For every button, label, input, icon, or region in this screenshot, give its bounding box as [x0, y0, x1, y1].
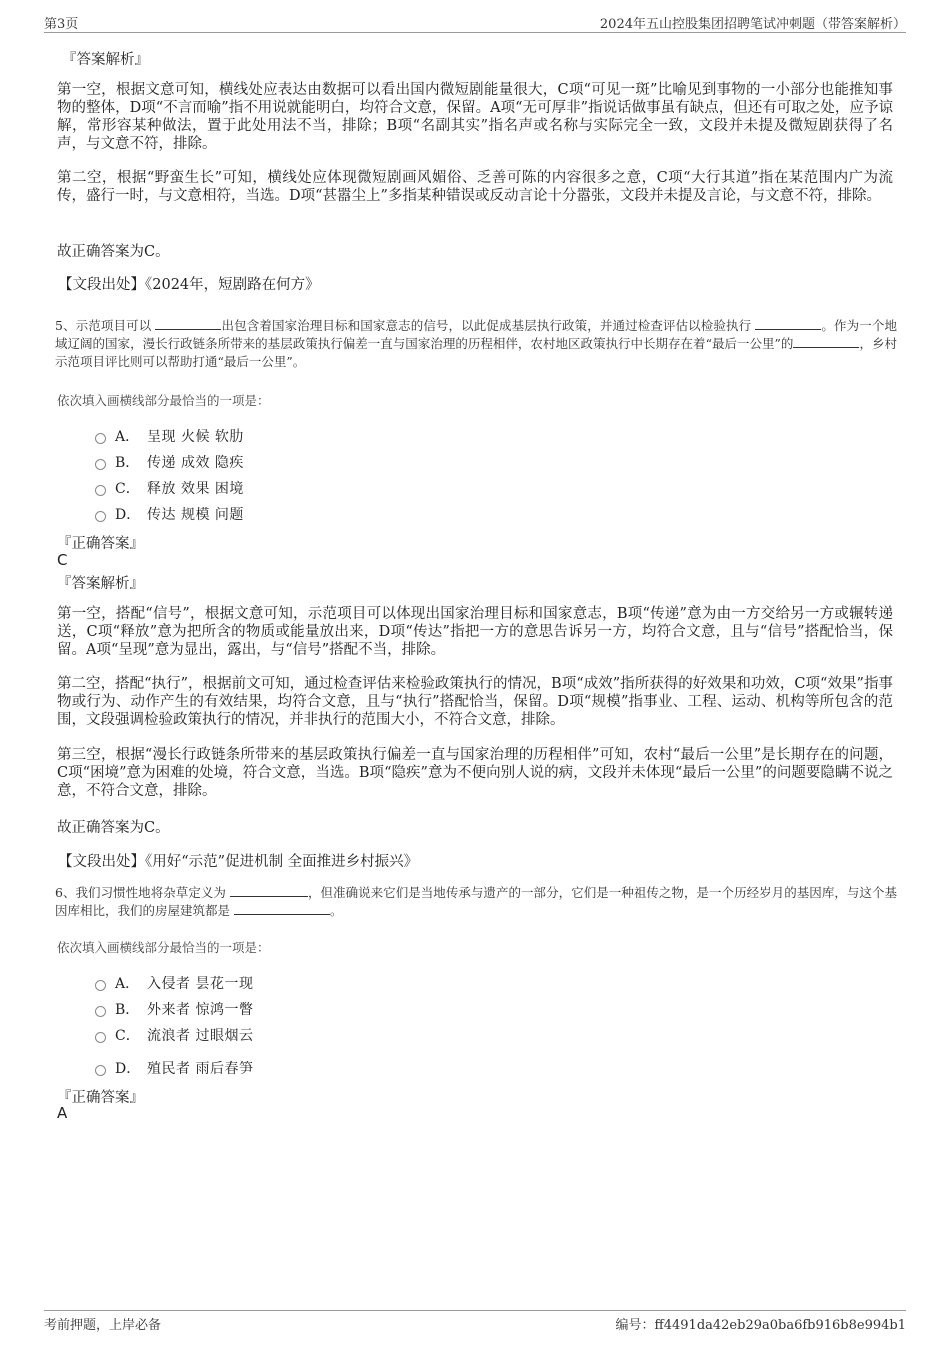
radio-icon[interactable] [95, 1032, 106, 1043]
page-header [44, 10, 906, 33]
option-d[interactable]: D． 殖民者 雨后春笋 [95, 1058, 253, 1078]
radio-icon[interactable] [95, 459, 106, 470]
analysis-paragraph-3: 第三空，根据“漫长行政链条所带来的基层政策执行偏差一直与国家治理的历程相伴”可知，农村“最后一公里”是长期存在的问题，C项“困境”意为困难的处境，符合文意，当选。B项“隐疾”意为不便向别人说的病，文段并未体现“最后一公里”的问题要隐瞒不说之意，不符合文意，排除。 [57, 747, 893, 799]
analysis-paragraph-1: 第一空，搭配“信号”，根据文意可知，示范项目可以体现出国家治理目标和国家意志，B项“传递”意为由一方交给另一方或辗转递送，C项“释放”意为把所含的物质或能量放出来，D项“传达”指把一方的意思告诉另一方，均符合文意，且与“信号”搭配恰当，保留。A项“呈现”意为显出，露出，与“信号”搭配不当，排除。 [57, 606, 893, 658]
correct-answer-value: C [57, 551, 68, 569]
analysis-paragraph-2: 第二空，根据“野蛮生长”可知，横线处应体现微短剧画风媚俗、乏善可陈的内容很多之意，C项“大行其道”指在某范围内广为流传，盛行一时，与文意相符，当选。D项“甚嚣尘上”多指某种错误或反动言论十分嚣张，文段并未提及言论，与文意不符，排除。 [57, 170, 893, 204]
analysis-title: 『答案解析』 [62, 52, 149, 68]
option-a[interactable]: A． 呈现 火候 软肋 [95, 426, 244, 446]
question-5-stem: 5、示范项目可以 出包含着国家治理目标和国家意志的信号，以此促成基层执行政策，并通过检查评估以检验执行 。作为一个地域辽阔的国家，漫长行政链条所带来的基层政策执行偏差一直与国家治理的历程相伴，农村地区政策执行中长期存在着“最后一公里”的 ，乡村示范项目评比则可以帮助打通“最后一公里”。 [55, 318, 897, 369]
correct-answer-title: 『正确答案』 [57, 536, 144, 552]
conclusion: 故正确答案为C。 [57, 820, 170, 836]
radio-icon[interactable] [95, 511, 106, 522]
option-c[interactable]: C． 流浪者 过眼烟云 [95, 1025, 253, 1045]
blank-1 [230, 884, 308, 897]
radio-icon[interactable] [95, 433, 106, 444]
footer-slogan: 考前押题，上岸必备 [44, 1318, 162, 1333]
conclusion: 故正确答案为C。 [57, 244, 170, 260]
source-citation: 【文段出处】《用好“示范”促进机制 全面推进乡村振兴》 [58, 854, 419, 870]
document-title: 2024年五山控股集团招聘笔试冲刺题（带答案解析） [599, 17, 906, 32]
analysis-paragraph-1: 第一空，根据文意可知，横线处应表达由数据可以看出国内微短剧能量很大，C项“可见一斑”比喻见到事物的一小部分也能推知事物的整体，D项“不言而喻”指不用说就能明白，均符合文意，保留。A项“无可厚非”指说话做事虽有缺点，但还有可取之处，应予谅解，常形容某种做法，置于此处用法不当，排除；B项“名副其实”指名声或名称与实际完全一致，文段并未提及微短剧获得了名声，与文意不符，排除。 [57, 82, 893, 152]
correct-answer-value: A [57, 1104, 68, 1122]
radio-icon[interactable] [95, 980, 106, 991]
page-number: 第3页 [44, 17, 79, 32]
option-b[interactable]: B． 外来者 惊鸿一瞥 [95, 999, 253, 1019]
question-5-prompt: 依次填入画横线部分最恰当的一项是： [57, 393, 270, 408]
option-d[interactable]: D． 传达 规模 问题 [95, 504, 244, 524]
option-b[interactable]: B． 传递 成效 隐疾 [95, 452, 244, 472]
correct-answer-title: 『正确答案』 [57, 1090, 144, 1106]
radio-icon[interactable] [95, 485, 106, 496]
analysis-paragraph-2: 第二空，搭配“执行”，根据前文可知，通过检查评估来检验政策执行的情况，B项“成效”指所获得的好效果和功效，C项“效果”指事物或行为、动作产生的有效结果，均符合文意，且与“执行”搭配恰当，保留。D项“规模”指事业、工程、运动、机构等所包含的范围，文段强调检验政策执行的情况，并非执行的范围大小，不符合文意，排除。 [57, 676, 893, 728]
blank-2 [755, 317, 821, 330]
page-footer [44, 1310, 906, 1331]
blank-1 [155, 317, 221, 330]
source-citation: 【文段出处】《2024年，短剧路在何方》 [58, 277, 320, 293]
analysis-title: 『答案解析』 [57, 576, 144, 592]
question-6-stem: 6、我们习惯性地将杂草定义为 ，但准确说来它们是当地传承与遗产的一部分，它们是一种祖传之物，是一个历经岁月的基因库，与这个基因库相比，我们的房屋建筑都是 。 [55, 885, 897, 918]
blank-3 [793, 335, 859, 348]
option-c[interactable]: C． 释放 效果 困境 [95, 478, 244, 498]
radio-icon[interactable] [95, 1065, 106, 1076]
option-a[interactable]: A． 入侵者 昙花一现 [95, 973, 253, 993]
document-id: 编号：ff4491da42eb29a0ba6fb916b8e994b1 [615, 1318, 906, 1333]
blank-2 [234, 902, 330, 915]
question-6-prompt: 依次填入画横线部分最恰当的一项是： [57, 940, 270, 955]
radio-icon[interactable] [95, 1006, 106, 1017]
